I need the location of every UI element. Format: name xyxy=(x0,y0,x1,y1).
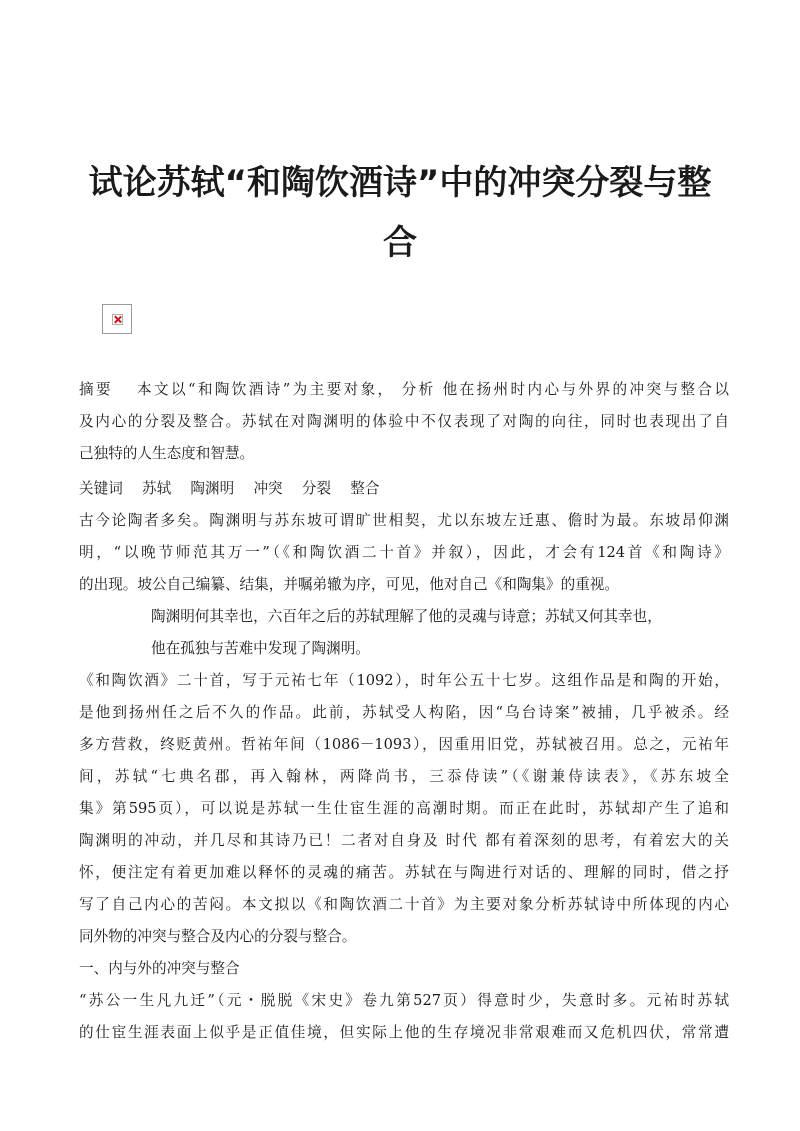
broken-image-icon xyxy=(102,304,132,334)
paragraph-3-line-8: 写了自己内心的苦闷。本文拟以《和陶饮酒二十首》为主要对象分析苏轼诗中所体现的内心 xyxy=(79,896,729,913)
paragraph-3-line-9: 同外物的冲突与整合及内心的分裂与整合。 xyxy=(79,928,357,945)
paragraph-3-line-7: 怀，便注定有着更加难以释怀的灵魂的痛苦。苏轼在与陶进行对话的、理解的同时，借之抒 xyxy=(79,864,729,881)
paragraph-1-line-3: 的出现。坡公自己编纂、结集，并嘱弟辙为序，可见，他对自己《和陶集》的重视。 xyxy=(79,576,619,593)
abstract-line-1: 摘要 本文以“和陶饮酒诗”为主要对象， 分析 他在扬州时内心与外界的冲突与整合以 xyxy=(79,381,729,398)
paragraph-3-line-3: 多方营救，终贬黄州。哲祐年间（1086－1093），因重用旧党，苏轼被召用。总之，元祐年 xyxy=(79,736,729,753)
keywords-line: 关键词 苏轼 陶渊明 冲突 分裂 整合 xyxy=(79,480,380,497)
document-title-line-1: 试论苏轼“和陶饮酒诗”中的冲突分裂与整 xyxy=(88,163,712,203)
paragraph-4-line-2: 的仕宦生涯表面上似乎是正值佳境，但实际上他的生存境况非常艰难而又危机四伏，常常遭 xyxy=(79,1024,729,1041)
paragraph-3-line-6: 陶渊明的冲动，并几尽和其诗乃已！二者对自身及 时代 都有着深刻的思考，有着宏大的关 xyxy=(79,832,729,849)
paragraph-4-line-1: “苏公一生凡九迁”（元・脱脱《宋史》卷九第527页）得意时少，失意时多。元祐时苏轼 xyxy=(79,992,729,1009)
paragraph-3-line-5: 集》第595页），可以说是苏轼一生仕宦生涯的高潮时期。而正在此时，苏轼却产生了追和 xyxy=(79,800,729,817)
paragraph-2-line-1: 陶渊明何其幸也，六百年之后的苏轼理解了他的灵魂与诗意；苏轼又何其幸也， xyxy=(151,608,662,625)
document-title-line-2: 合 xyxy=(383,223,417,263)
paragraph-1-line-2: 明，“以晚节师范其万一”（《和陶饮酒二十首》并叙），因此，才会有124首《和陶诗》 xyxy=(79,544,729,561)
paragraph-1-line-1: 古今论陶者多矣。陶渊明与苏东坡可谓旷世相契，尤以东坡左迁惠、儋时为最。东坡昂仰渊 xyxy=(79,512,729,529)
paragraph-3-line-4: 间，苏轼“七典名郡，再入翰林，两降尚书，三忝侍读”（《谢兼侍读表》，《苏东坡全 xyxy=(79,768,729,785)
abstract-line-2: 及内心的分裂及整合。苏轼在对陶渊明的体验中不仅表现了对陶的向往，同时也表现出了自 xyxy=(79,413,729,430)
section-heading-1: 一、内与外的冲突与整合 xyxy=(79,960,240,977)
abstract-line-3: 己独特的人生态度和智慧。 xyxy=(79,445,255,462)
paragraph-2-line-2: 他在孤独与苦难中发现了陶渊明。 xyxy=(151,640,370,657)
paragraph-3-line-1: 《和陶饮酒》二十首，写于元祐七年（1092），时年公五十七岁。这组作品是和陶的开始， xyxy=(79,672,729,689)
paragraph-3-line-2: 是他到扬州任之后不久的作品。此前，苏轼受人构陷，因“乌台诗案”被捕，几乎被杀。经 xyxy=(79,704,729,721)
